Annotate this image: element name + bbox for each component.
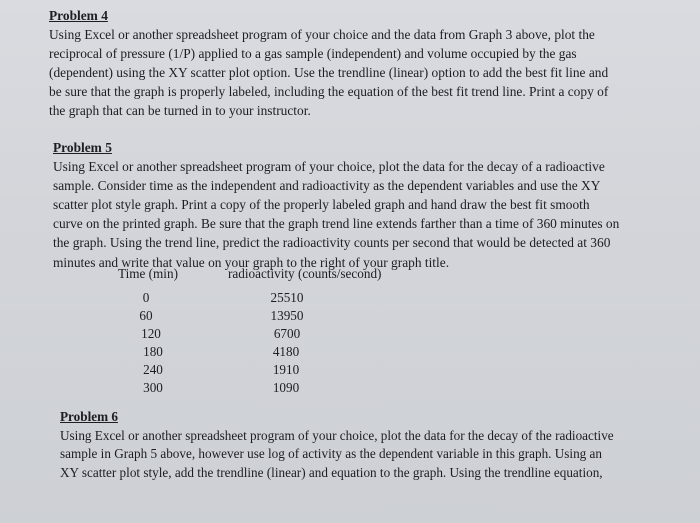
problem-5-line: the graph. Using the trend line, predict the radioactivity counts per second that would be detected at 360 (53, 235, 611, 251)
table-cell-activity: 1910 (272, 362, 300, 377)
problem-5-line: sample. Consider time as the independent and radioactivity as the dependent variables and use the XY (53, 178, 601, 194)
problem-4-line: Using Excel or another spreadsheet program of your choice and the data from Graph 3 above, plot the (49, 27, 595, 43)
problem-5-line: Using Excel or another spreadsheet program of your choice, plot the data for the decay of a radioactive (53, 159, 605, 175)
problem-6-heading: Problem 6 (60, 409, 118, 424)
problem-5-line: minutes and write that value on your graph to the right of your graph title. (53, 254, 450, 270)
problem-6 (60, 408, 614, 482)
problem-5-heading: Problem 5 (53, 140, 112, 155)
problem-4 (49, 6, 608, 121)
table-cell-activity: 6700 (273, 326, 301, 341)
problem-4-line: (dependent) using the XY scatter plot option. Use the trendline (linear) option to add the best fit line and (49, 65, 609, 81)
problem-6-line: sample in Graph 5 above, however use log of activity as the dependent variable in this graph. Using an (60, 446, 603, 462)
problem-5 (53, 138, 619, 272)
problem-4-line: the graph that can be turned in to your instructor. (49, 103, 311, 119)
problem-4-line: be sure that the graph is properly labeled, including the equation of the best fit trend line. Print a copy of (49, 84, 609, 100)
table-cell-time: 180 (143, 344, 163, 359)
table-header-radioactivity: radioactivity (counts/second) (228, 266, 382, 281)
table-cell-time: 300 (143, 380, 163, 395)
table-cell-activity: 4180 (272, 344, 300, 359)
problem-6-line: XY scatter plot style, add the trendline (linear) and equation to the graph. Using the trendline equation, (60, 464, 603, 480)
table-cell-activity: 1090 (272, 380, 300, 395)
table-cell-activity: 25510 (270, 290, 304, 305)
problem-5-line: curve on the printed graph. Be sure that the graph trend line extends farther than a time of 360 minutes on (53, 216, 620, 232)
problem-6-line: Using Excel or another spreadsheet program of your choice, plot the data for the decay of the radioactive (60, 427, 614, 443)
table-cell-time: 60 (139, 308, 153, 323)
table-header-time: Time (min) (118, 266, 178, 281)
table-cell-time: 120 (141, 326, 161, 341)
problem-5-line: scatter plot style graph. Print a copy of the properly labeled graph and hand draw the best fit smooth (53, 197, 590, 213)
problem-4-line: reciprocal of pressure (1/P) applied to a gas sample (independent) and volume occupied by the gas (49, 46, 577, 62)
table-cell-activity: 13950 (270, 308, 304, 323)
problem-4-heading: Problem 4 (49, 8, 108, 23)
table-cell-time: 240 (143, 362, 163, 377)
table-cell-time: 0 (142, 290, 150, 305)
